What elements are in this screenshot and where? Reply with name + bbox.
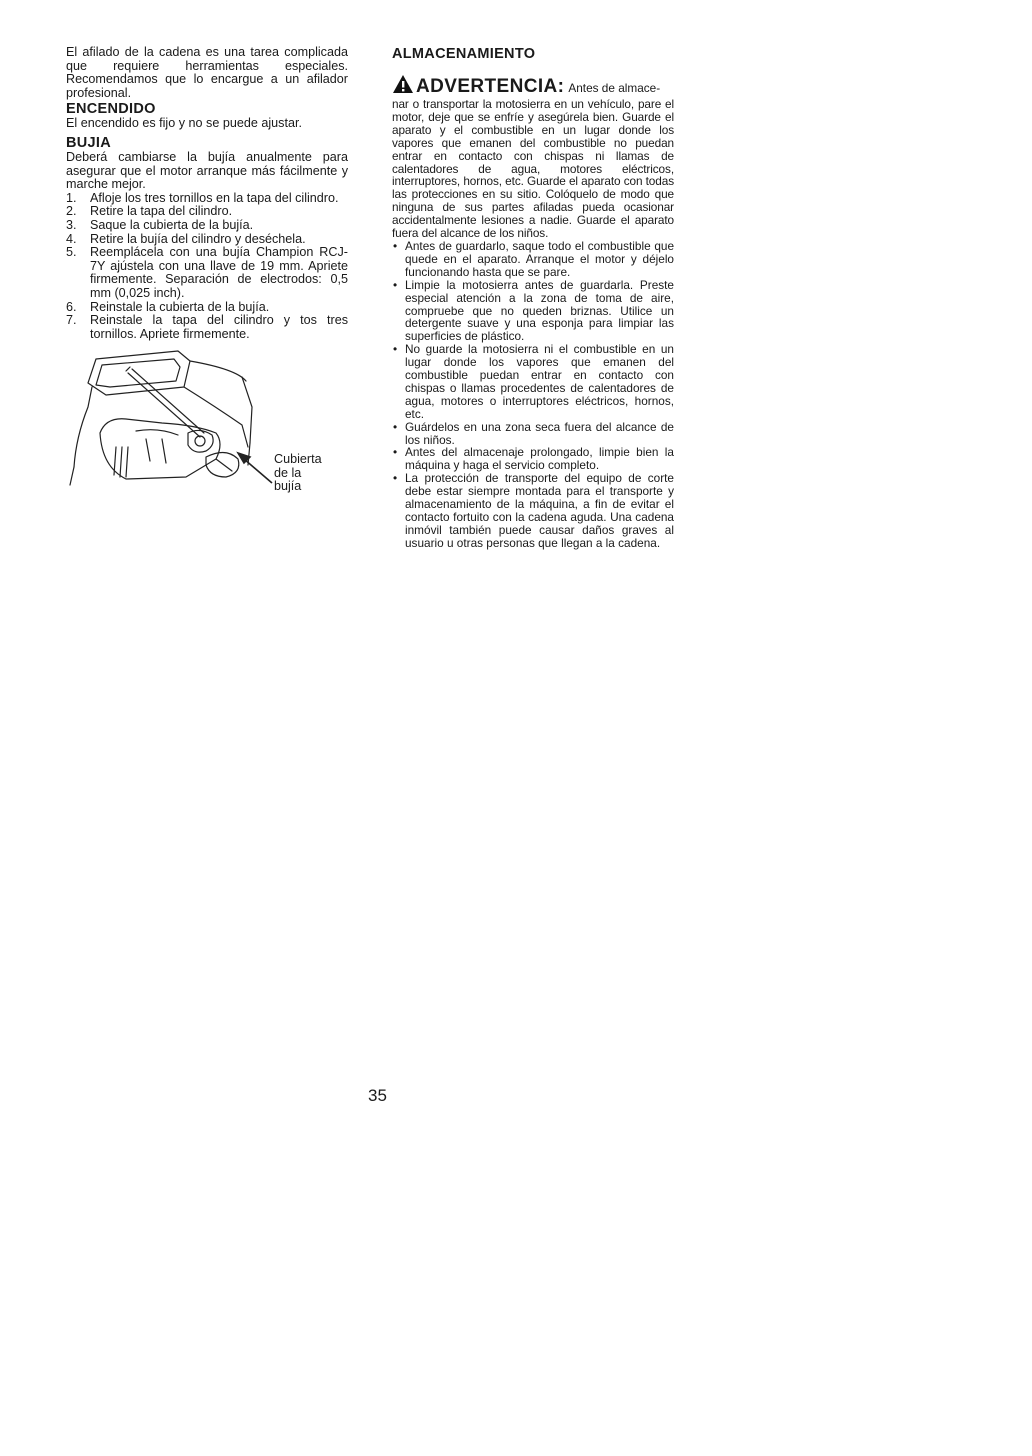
spark-plug-figure	[66, 347, 348, 497]
list-item: • Antes de guardarlo, saque todo el combustible que quede en el aparato. Arranque el motor y déjelo funcionando hasta que se pare.	[392, 240, 674, 279]
left-column	[66, 46, 348, 497]
list-item: • No guarde la motosierra ni el combustible en un lugar donde los vapores que emanen del combustible puedan entrar en contacto con chispas o llamas procedentes de calentadores de agua, motores o interruptores eléctricos, hornos, etc.	[392, 343, 674, 420]
step-item: 3. Saque la cubierta de la bujía.	[66, 217, 254, 232]
warning-triangle-icon	[392, 74, 414, 94]
list-item: • La protección de transporte del equipo de corte debe estar siempre montada para el transporte y almacenamiento de la máquina, a fin de evitar el contacto fortuito con la cadena aguda. Una cadena inmóvil también puede causar daños graves al usuario u otras personas que llegan a la cadena.	[392, 472, 674, 549]
step-item: 5. Reemplácela con una bujía Champion RCJ-7Y ajústela con una llave de 19 mm. Apriete firmemente. Separación de electrodos: 0,5 mm (0,025 inch).	[66, 245, 348, 300]
spark-plug-cover-label: Cubierta de la bujía	[274, 452, 322, 494]
encendido-heading: ENCENDIDO	[66, 101, 156, 118]
warning-heading	[392, 72, 674, 98]
step-item: 2. Retire la tapa del cilindro.	[66, 204, 233, 219]
warning-body: nar o transportar la motosierra en un vehículo, pare el motor, deje que se enfríe y asegúrela bien. Guarde el aparato y el combustible en un lugar donde los vapores que emanen del combustible no puedan entrar en contacto con chispas ni llamas de calentadores de agua, motores eléctricos, interruptores, hornos, etc. Guarde el aparato con todas las protecciones en su sitio. Colóquelo de modo que ninguna de sus partes afiladas pueda ocasionar accidentalmente lesiones a nadie. Guarde el aparato fuera del alcance de los niños.	[392, 97, 674, 241]
list-item: • Limpie la motosierra antes de guardarla. Preste especial atención a la zona de toma de aire, compruebe que no queden briznas. Utilice un detergente suave y una esponja para limpiar las superficies de plástico.	[392, 279, 674, 344]
bujia-steps-list	[66, 192, 348, 342]
bujia-text: Deberá cambiarse la bujía anualmente para asegurar que el motor arranque más fácilmente y marche mejor.	[66, 149, 348, 192]
step-item: 7. Reinstale la tapa del cilindro y tos tres tornillos. Apriete firmemente.	[66, 313, 348, 341]
warning-lead-text: Antes de almace-	[568, 81, 661, 95]
storage-bullet-list	[392, 240, 674, 550]
warning-word: ADVERTENCIA:	[416, 76, 565, 97]
list-item: • Guárdelos en una zona seca fuera del alcance de los niños.	[392, 421, 674, 447]
encendido-text: El encendido es fijo y no se puede ajustar.	[66, 116, 302, 131]
step-item: 1. Afloje los tres tornillos en la tapa del cilindro.	[66, 190, 339, 205]
step-item: 4. Retire la bujía del cilindro y deséchela.	[66, 231, 306, 246]
page-number: 35	[368, 1086, 387, 1105]
almacenamiento-heading: ALMACENAMIENTO	[392, 46, 536, 62]
bujia-heading: BUJIA	[66, 134, 112, 151]
list-item: • Antes del almacenaje prolongado, limpie bien la máquina y haga el servicio completo.	[392, 446, 674, 472]
right-column	[392, 46, 674, 550]
intro-paragraph: El afilado de la cadena es una tarea complicada que requiere herramientas especiales. Recomendamos que lo encargue a un afilador profesional.	[66, 45, 348, 100]
step-item: 6. Reinstale la cubierta de la bujía.	[66, 299, 270, 314]
